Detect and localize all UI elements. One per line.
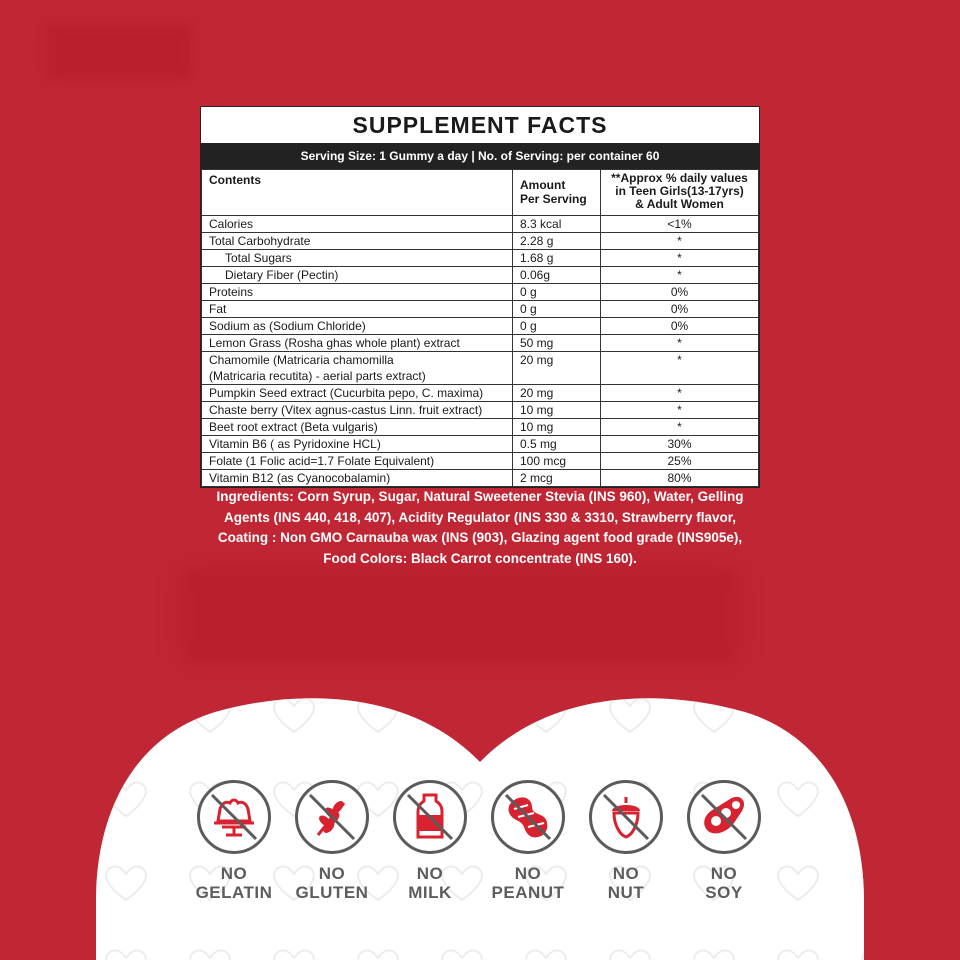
row-amount: 0 g: [513, 284, 601, 301]
badge-ring: [197, 780, 271, 854]
row-name: Vitamin B6 ( as Pyridoxine HCL): [202, 436, 513, 453]
row-amount: 0.06g: [513, 267, 601, 284]
table-row: [202, 402, 759, 419]
row-dv: *: [601, 419, 759, 436]
badge-no-nut: [578, 780, 674, 902]
table-row: [202, 453, 759, 470]
row-name: Total Carbohydrate: [202, 233, 513, 250]
row-dv: 80%: [601, 470, 759, 487]
row-amount: 20 mg: [513, 352, 601, 385]
row-amount: 10 mg: [513, 419, 601, 436]
ingredients-line: Food Colors: Black Carrot concentrate (INS 160).: [323, 550, 637, 566]
header-amount: [513, 170, 601, 216]
table-row: [202, 470, 759, 487]
header-amount-line2: Per Serving: [520, 192, 587, 206]
row-dv: 0%: [601, 318, 759, 335]
table-row: [202, 233, 759, 250]
milk-icon: [396, 783, 464, 851]
badge-ring: [687, 780, 761, 854]
row-amount: 1.68 g: [513, 250, 601, 267]
soy-icon: [690, 783, 758, 851]
table-row: [202, 385, 759, 402]
serving-info: Serving Size: 1 Gummy a day | No. of Serving: per container 60: [201, 143, 759, 169]
row-name-line2: (Matricaria recutita) - aerial parts extract): [209, 369, 426, 383]
row-dv: *: [601, 385, 759, 402]
header-amount-line1: Amount: [520, 178, 566, 192]
row-dv: 30%: [601, 436, 759, 453]
row-name: Vitamin B12 (as Cyanocobalamin): [202, 470, 513, 487]
row-amount: 8.3 kcal: [513, 216, 601, 233]
badge-label-no: NO: [318, 864, 346, 883]
badge-label: [578, 864, 674, 902]
row-dv: *: [601, 250, 759, 267]
facts-table: [201, 169, 759, 487]
badge-no-soy: [676, 780, 772, 902]
row-amount: 2.28 g: [513, 233, 601, 250]
badge-label-no: NO: [220, 864, 248, 883]
badge-label-item: GELATIN: [195, 883, 273, 902]
badge-label: [676, 864, 772, 902]
row-dv: *: [601, 402, 759, 419]
table-row: [202, 436, 759, 453]
row-amount: 20 mg: [513, 385, 601, 402]
row-dv: 0%: [601, 301, 759, 318]
row-dv: *: [601, 267, 759, 284]
row-name: Chaste berry (Vitex agnus-castus Linn. fruit extract): [202, 402, 513, 419]
badge-label-item: PEANUT: [491, 883, 565, 902]
gelatin-icon: [200, 783, 268, 851]
row-name: Beet root extract (Beta vulgaris): [202, 419, 513, 436]
badge-label-item: GLUTEN: [295, 883, 369, 902]
header-contents: Contents: [202, 170, 513, 216]
row-name: Pumpkin Seed extract (Cucurbita pepo, C. maxima): [202, 385, 513, 402]
row-amount: 0.5 mg: [513, 436, 601, 453]
row-name: [202, 352, 513, 385]
row-name: Folate (1 Folic acid=1.7 Folate Equivalent): [202, 453, 513, 470]
row-amount: 50 mg: [513, 335, 601, 352]
badge-label-item: MILK: [408, 883, 452, 902]
table-row: [202, 318, 759, 335]
badge-ring: [393, 780, 467, 854]
row-name: Total Sugars: [202, 250, 513, 267]
badge-label-no: NO: [710, 864, 738, 883]
badge-label-no: NO: [416, 864, 444, 883]
table-row: [202, 284, 759, 301]
badge-label-no: NO: [612, 864, 640, 883]
row-amount: 100 mcg: [513, 453, 601, 470]
table-row: [202, 216, 759, 233]
badge-no-milk: [382, 780, 478, 902]
gluten-icon: [298, 783, 366, 851]
badge-label-no: NO: [514, 864, 542, 883]
badge-label: [284, 864, 380, 902]
badge-no-peanut: [480, 780, 576, 902]
table-row: [202, 267, 759, 284]
nut-icon: [592, 783, 660, 851]
row-amount: 2 mcg: [513, 470, 601, 487]
row-amount: 0 g: [513, 301, 601, 318]
header-dv-line2: in Teen Girls(13-17yrs): [615, 184, 744, 198]
badge-label: [186, 864, 282, 902]
table-row: [202, 352, 759, 385]
row-name: Calories: [202, 216, 513, 233]
row-amount: 0 g: [513, 318, 601, 335]
row-name-line1: Chamomile (Matricaria chamomilla: [209, 353, 394, 367]
badge-label-item: NUT: [607, 883, 645, 902]
badge-ring: [589, 780, 663, 854]
table-row: [202, 301, 759, 318]
badge-ring: [491, 780, 565, 854]
badge-ring: [295, 780, 369, 854]
ingredients-line: Agents (INS 440, 418, 407), Acidity Regulator (INS 330 & 3310, Strawberry flavor,: [224, 509, 736, 525]
row-dv: 0%: [601, 284, 759, 301]
row-name: Dietary Fiber (Pectin): [202, 267, 513, 284]
ingredients-line: Ingredients: Corn Syrup, Sugar, Natural Sweetener Stevia (INS 960), Water, Gelling: [216, 489, 744, 504]
table-row: [202, 335, 759, 352]
table-row: [202, 250, 759, 267]
peanut-icon: [494, 783, 562, 851]
row-dv: *: [601, 352, 759, 385]
badge-no-gluten: [284, 780, 380, 902]
header-dv-line1: **Approx % daily values: [611, 171, 748, 185]
row-name: Lemon Grass (Rosha ghas whole plant) extract: [202, 335, 513, 352]
table-row: [202, 419, 759, 436]
badge-label-item: SOY: [705, 883, 743, 902]
facts-title: SUPPLEMENT FACTS: [352, 112, 608, 138]
badge-label: [480, 864, 576, 902]
supplement-facts-panel: [200, 106, 760, 488]
row-name: Proteins: [202, 284, 513, 301]
header-dv-line3: & Adult Women: [635, 197, 724, 211]
badge-label: [382, 864, 478, 902]
row-amount: 10 mg: [513, 402, 601, 419]
row-dv: 25%: [601, 453, 759, 470]
row-dv: *: [601, 233, 759, 250]
badge-no-gelatin: [186, 780, 282, 902]
ingredients-text: [180, 487, 780, 569]
row-dv: *: [601, 335, 759, 352]
row-name: Fat: [202, 301, 513, 318]
ingredients-line: Coating : Non GMO Carnauba wax (INS (903), Glazing agent food grade (INS905e),: [217, 530, 743, 545]
row-name: Sodium as (Sodium Chloride): [202, 318, 513, 335]
header-daily-value: [601, 170, 759, 216]
row-dv: <1%: [601, 216, 759, 233]
